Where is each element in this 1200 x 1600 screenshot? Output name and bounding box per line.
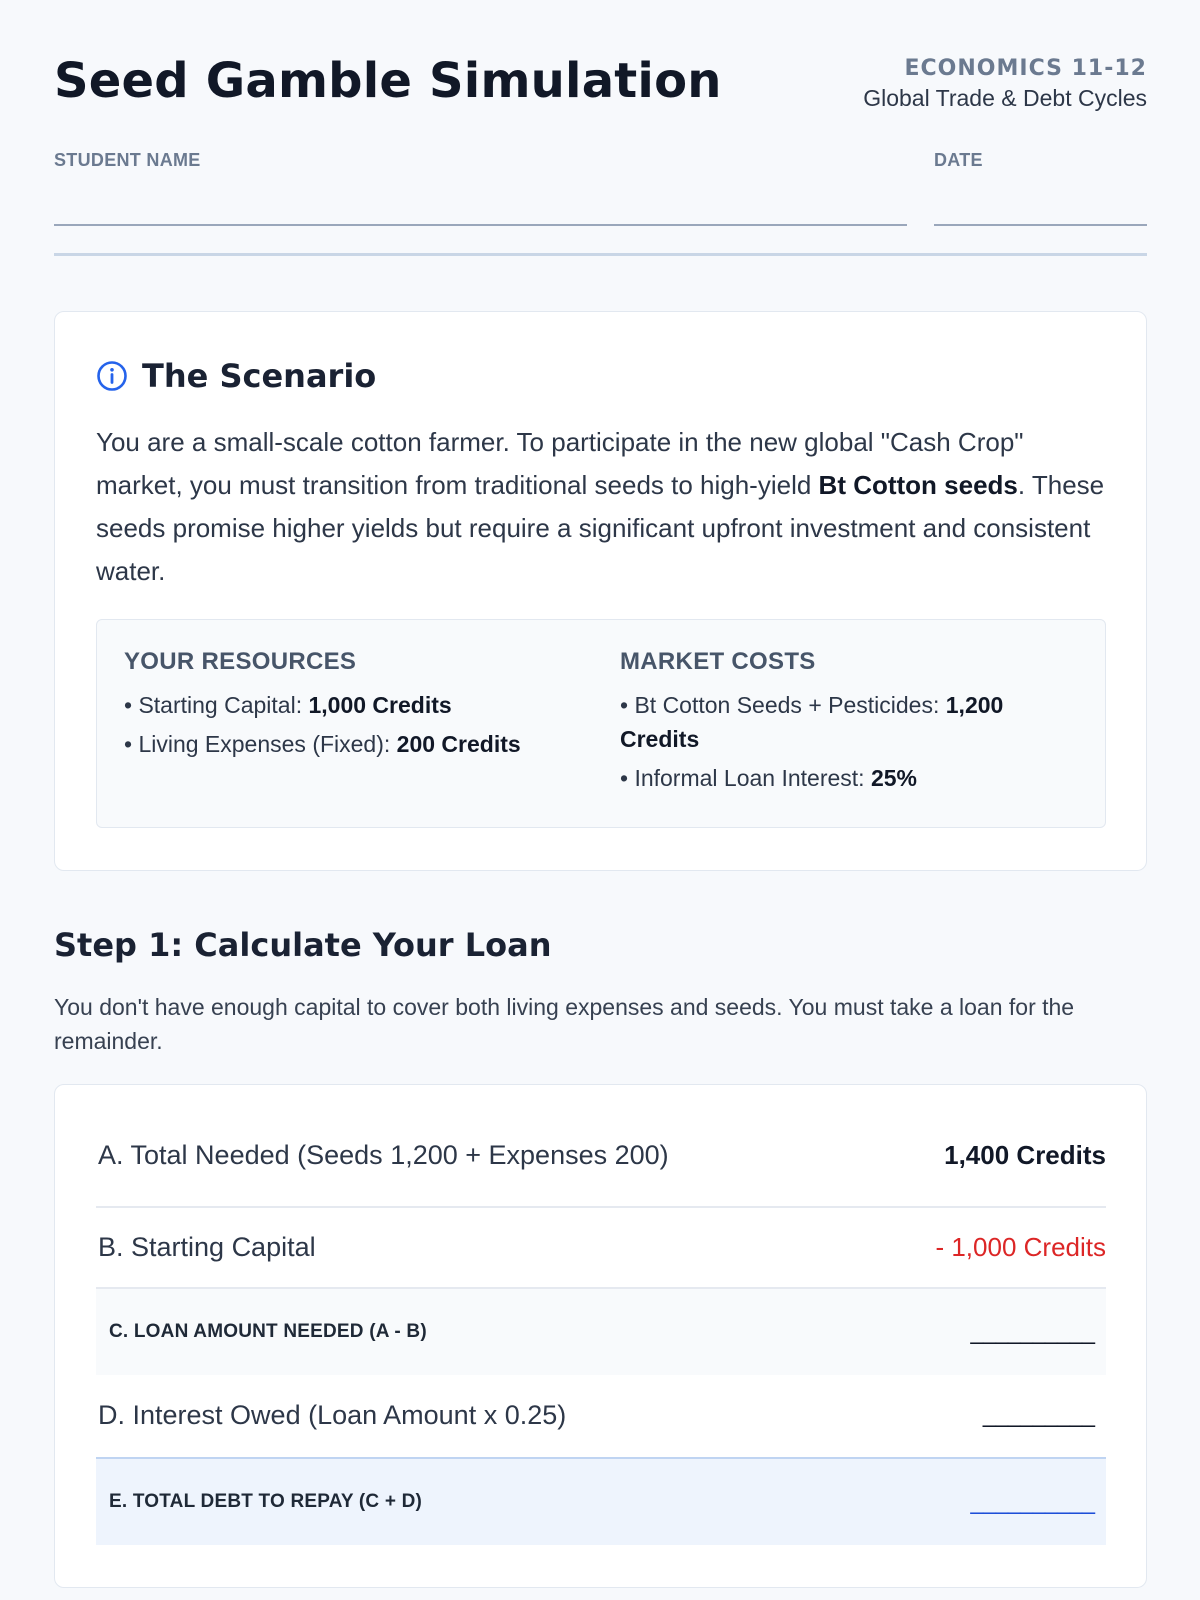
row-total-needed [96,1115,1106,1195]
resource-label: • Living Expenses (Fixed): [124,731,397,757]
cost-label: • Bt Cotton Seeds + Pesticides: [620,692,946,718]
row-label: B. Starting Capital [98,1231,316,1262]
cost-item [620,688,1080,756]
worksheet-page [54,0,1147,1600]
row-label: D. Interest Owed (Loan Amount x 0.25) [98,1399,567,1430]
cost-value: 1,200 Credits [620,692,1004,752]
market-costs-heading: MARKET COSTS [620,648,816,675]
student-name-field[interactable] [54,224,907,226]
row-interest-owed [96,1375,1106,1455]
info-icon [96,360,128,392]
scenario-header [96,357,376,395]
step1-title: Step 1: Calculate Your Loan [54,926,552,964]
interest-owed-blank[interactable]: _________ [982,1401,1094,1428]
row-label: E. TOTAL DEBT TO REPAY (C + D) [109,1491,423,1512]
scenario-title: The Scenario [142,357,377,395]
resource-value: 200 Credits [396,731,521,757]
student-name-label: STUDENT NAME [54,150,201,170]
row-value: - 1,000 Credits [935,1231,1106,1262]
resource-label: • Starting Capital: [124,692,309,718]
row-label: A. Total Needed (Seeds 1,200 + Expenses 200) [98,1139,669,1170]
your-resources [124,648,594,766]
cost-value: 25% [870,765,918,791]
course-subtitle: Global Trade & Debt Cycles [863,85,1147,111]
cost-item [620,761,1080,795]
scenario-text-part1: You are a small-scale cotton farmer. To participate in the new global "Cash Crop" market, you must transition from traditional seeds to high-yield [96,427,1024,500]
row-starting-capital [96,1207,1106,1287]
resource-item [124,688,594,722]
resource-value: 1,000 Credits [308,692,452,718]
row-value: 1,400 Credits [944,1139,1106,1170]
loan-amount-blank[interactable]: __________ [970,1318,1094,1345]
date-field[interactable] [934,224,1147,226]
loan-calculation-card [54,1084,1147,1588]
scenario-text-highlight: Bt Cotton seeds [818,470,1018,500]
row-label: C. LOAN AMOUNT NEEDED (A - B) [109,1321,427,1342]
total-debt-blank[interactable]: __________ [970,1488,1094,1515]
market-costs [620,648,1080,800]
row-loan-amount [96,1289,1106,1375]
resources-box [96,619,1106,828]
row-total-debt [96,1457,1106,1545]
scenario-text [96,421,1106,593]
step1-description: You don't have enough capital to cover both living expenses and seeds. You must take a loan for the remainder. [54,994,1075,1054]
page-title: Seed Gamble Simulation [54,53,722,109]
resource-item [124,727,594,761]
date-label: DATE [934,150,983,170]
cost-label: • Informal Loan Interest: [620,765,871,791]
course-code: ECONOMICS 11-12 [904,56,1147,81]
header-divider [54,253,1147,256]
course-info [863,56,1147,112]
scenario-text-part2: . These seeds promise higher yields but require a significant upfront investment and consistent water. [96,470,1105,586]
resources-heading: YOUR RESOURCES [124,648,357,675]
scenario-card [54,311,1147,871]
